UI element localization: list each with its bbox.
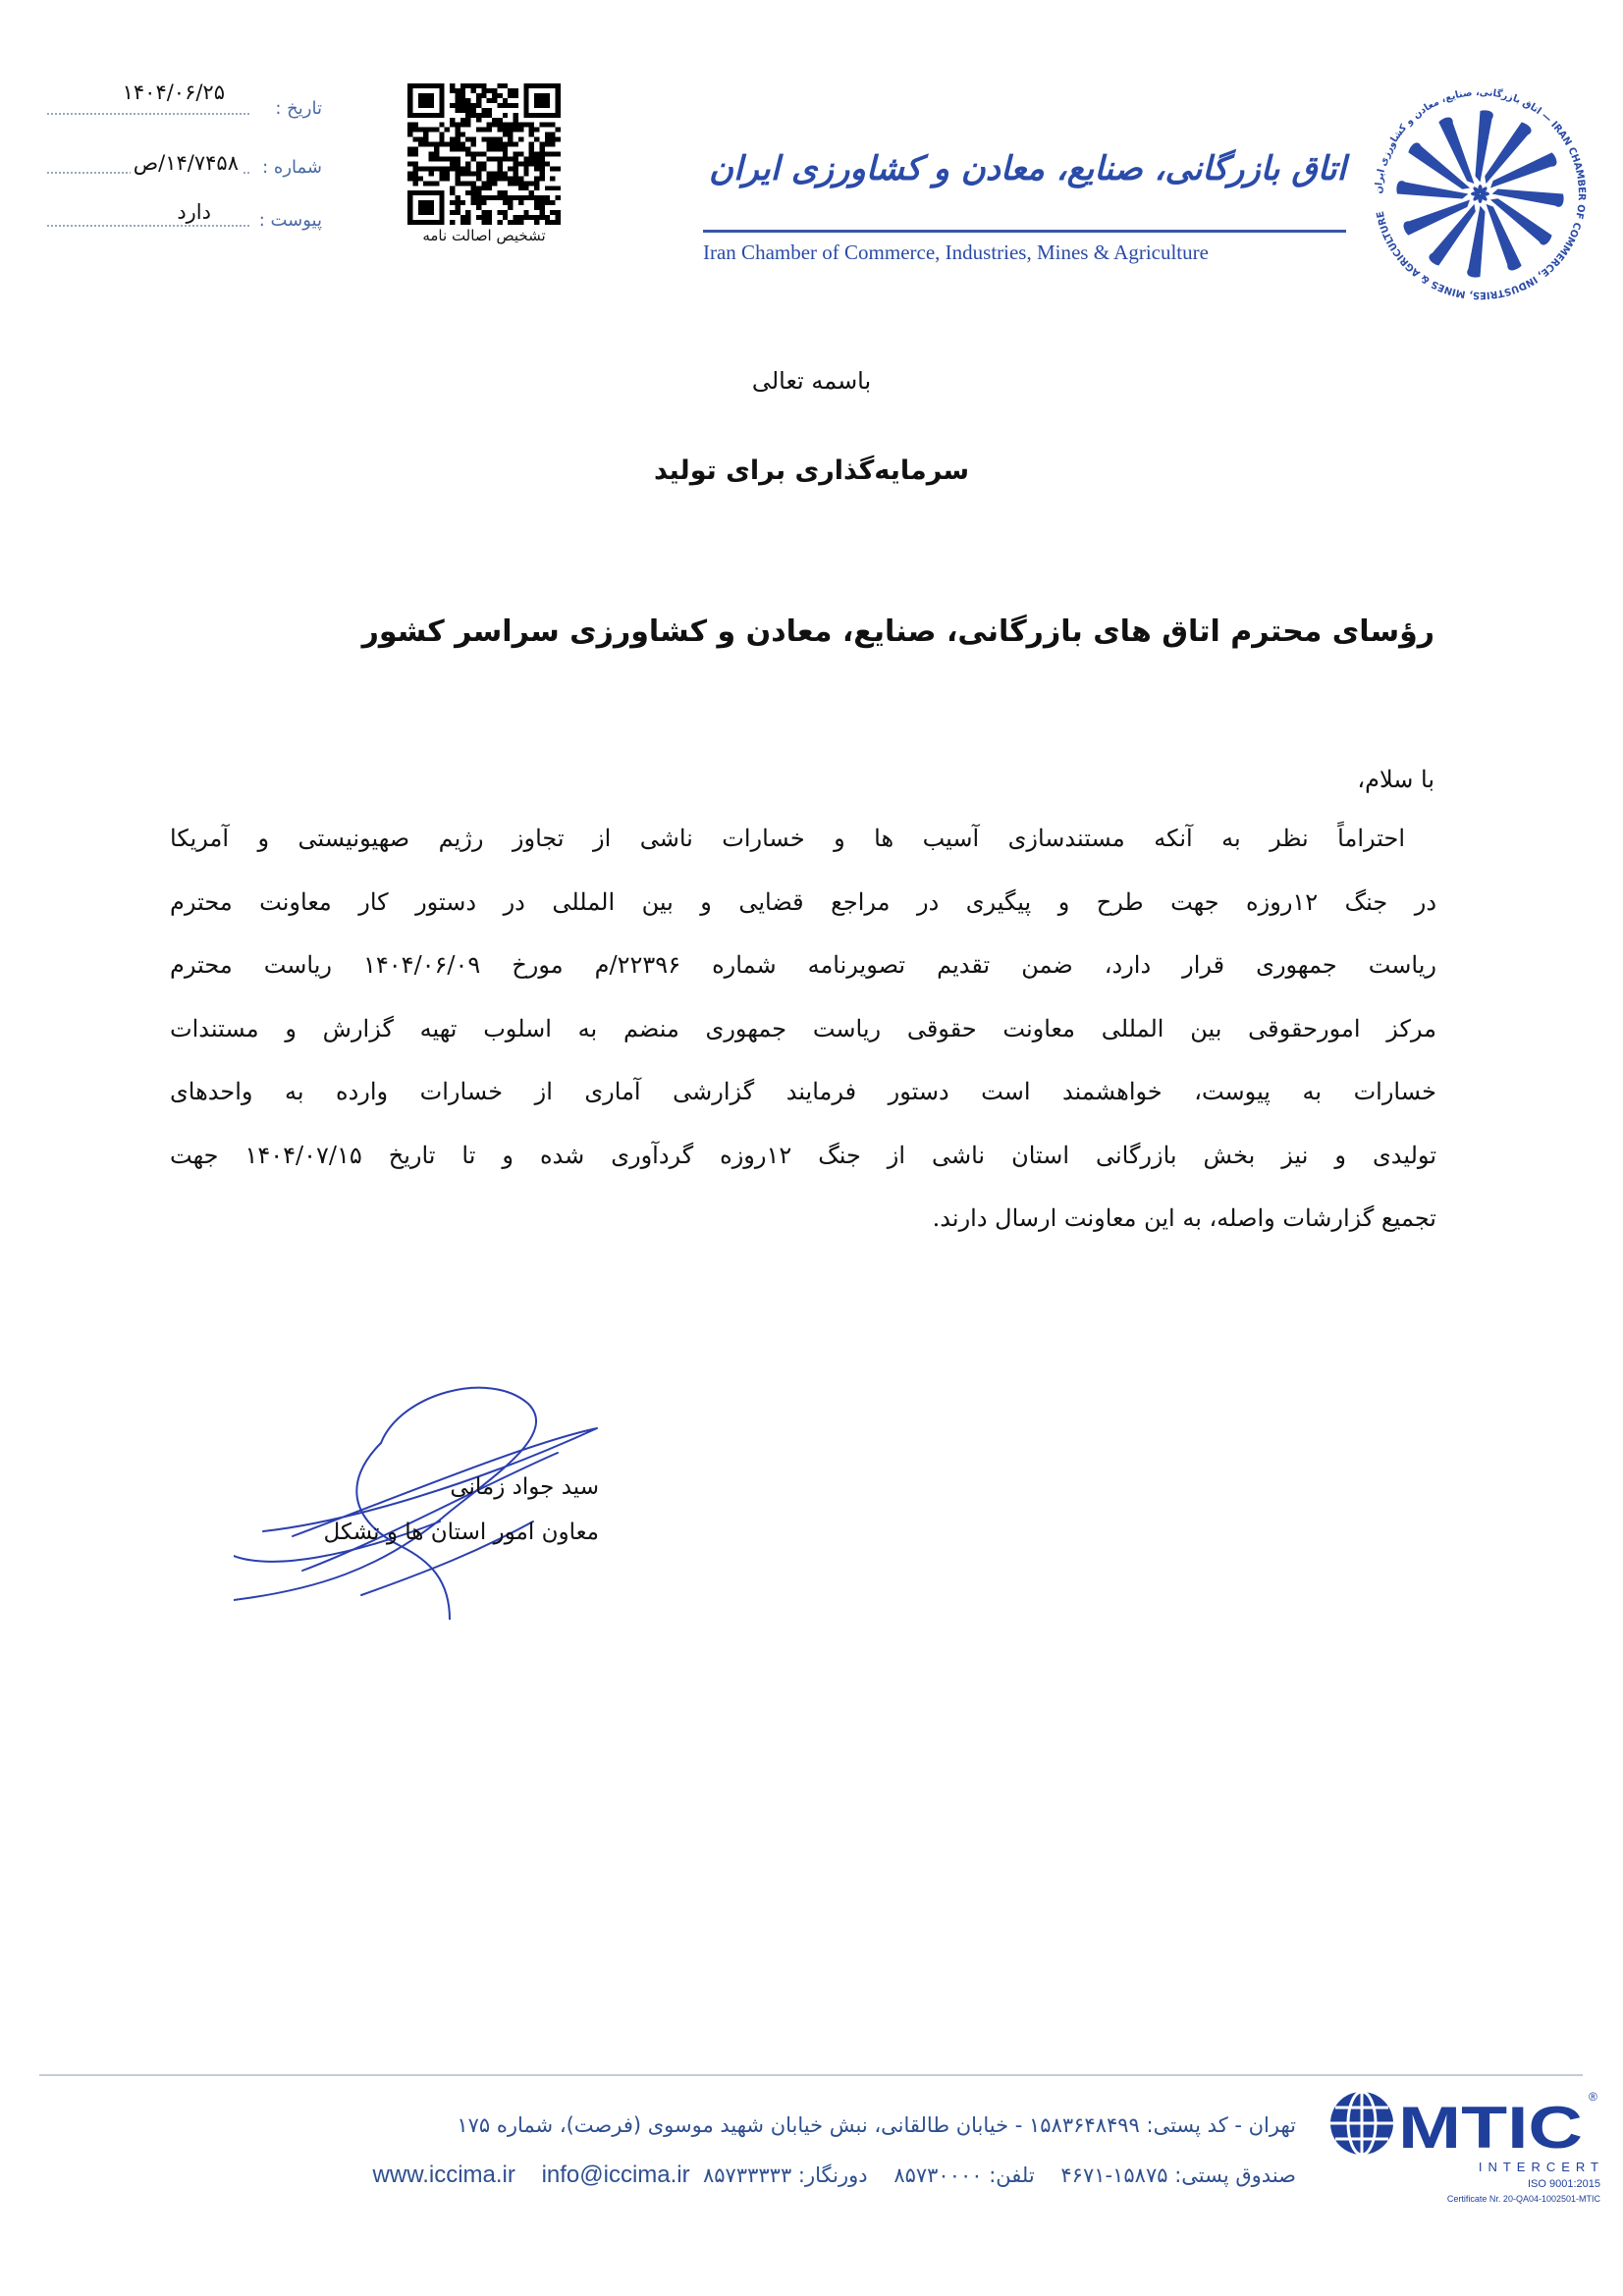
body-line: تولیدی و نیز بخش بازرگانی استان ناشی از جنگ ۱۲روزه گردآوری شده و تا تاریخ ۱۴۰۴/۰۷/۱۵ جهت: [170, 1141, 1437, 1169]
letter-body: [170, 807, 1436, 1251]
dotted-line: [47, 113, 249, 115]
footer-fax: دورنگار: ۸۵۷۳۳۳۳۳: [703, 2163, 868, 2187]
qr-code[interactable]: [407, 83, 561, 225]
globe-icon: [1330, 2092, 1393, 2155]
body-line: مرکز امورحقوقی بین المللی معاونت حقوقی ریاست جمهوری منضم به اسلوب تهیه گزارش و مستندات: [170, 1014, 1436, 1042]
signatory-name: سید جواد زمانی: [450, 1474, 599, 1500]
letter-addressee: رؤسای محترم اتاق های بازرگانی، صنایع، معادن و کشاورزی سراسر کشور: [361, 614, 1434, 649]
footer-address: تهران - کد پستی: ۱۵۸۳۶۴۸۴۹۹ - خیابان طالقانی، نبش خیابان شهید موسوی (فرصت)، شماره ۱۷۵: [457, 2113, 1296, 2137]
mtic-intercert: INTERCERT: [1478, 2160, 1604, 2174]
brand-divider: [703, 230, 1346, 233]
date-value: ۱۴۰۴/۰۶/۲۵: [120, 80, 228, 104]
mtic-certification-logo: [1327, 2089, 1602, 2158]
mtic-wordmark: MTIC: [1398, 2095, 1583, 2158]
date-field: [47, 80, 322, 120]
number-field: [47, 139, 322, 179]
footer-email-link[interactable]: info@iccima.ir: [541, 2162, 690, 2188]
body-line: ریاست جمهوری قرار دارد، ضمن تقدیم تصویرنامه شماره ۲۲۳۹۶/م مورخ ۱۴۰۴/۰۶/۰۹ ریاست محترم: [170, 951, 1436, 979]
attachment-value: دارد: [174, 200, 214, 224]
greeting: با سلام،: [1357, 766, 1434, 793]
attachment-label: پیوست :: [258, 210, 322, 231]
mtic-iso: ISO 9001:2015: [1527, 2178, 1600, 2190]
number-label: شماره :: [262, 157, 322, 178]
body-line: تجمیع گزارشات واصله، به این معاونت ارسال دارند.: [932, 1204, 1436, 1232]
footer-po-box: صندوق پستی: ۱۵۸۷۵-۴۶۷۱: [1060, 2163, 1296, 2187]
body-line: در جنگ ۱۲روزه جهت طرح و پیگیری در مراجع قضایی و بین المللی در دستور کار معاونت محترم: [170, 887, 1437, 916]
attachment-field: [47, 192, 322, 232]
signatory-title: معاون امور استان ها و تشکل: [323, 1520, 599, 1545]
org-name-persian-logotype: اتاق بازرگانی، صنایع، معادن و کشاورزی ایران: [708, 149, 1346, 188]
emblem-ring-text: اتاق بازرگانی، صنایع، معادن و کشاورزی ایران — IRAN CHAMBER OF COMMERCE, INDUSTRIES, MINES & AGRICULTURE: [1373, 86, 1587, 300]
footer-website-link[interactable]: www.iccima.ir: [372, 2162, 515, 2188]
registered-mark: ®: [1589, 2090, 1597, 2104]
qr-caption: تشخیص اصالت نامه: [422, 227, 546, 244]
mtic-certificate-number: Certificate Nr. 20-QA04-1002501-MTIC: [1446, 2194, 1600, 2204]
chamber-emblem-logo: [1365, 79, 1596, 309]
invocation: باسمه تعالی: [751, 367, 872, 395]
letter-subject: سرمایه‌گذاری برای تولید: [653, 455, 970, 486]
dotted-line: [47, 225, 249, 227]
number-value: ۱۴/۷۴۵۸/ص: [131, 151, 242, 175]
date-label: تاریخ :: [275, 98, 322, 119]
body-line: احتراماً نظر به آنکه مستندسازی آسیب ها و خسارات ناشی از تجاوز رژیم صهیونیستی و آمریکا: [170, 825, 1405, 852]
org-name-english: Iran Chamber of Commerce, Industries, Mines & Agriculture: [703, 240, 1209, 264]
footer-phone: تلفن: ۸۵۷۳۰۰۰۰: [893, 2163, 1035, 2187]
footer-divider: [39, 2074, 1583, 2076]
footer-contacts: [20, 2160, 1296, 2191]
body-line: خسارات به پیوست، خواهشمند است دستور فرمایند گزارشی آماری از خسارات وارده به واحدهای: [170, 1078, 1436, 1105]
